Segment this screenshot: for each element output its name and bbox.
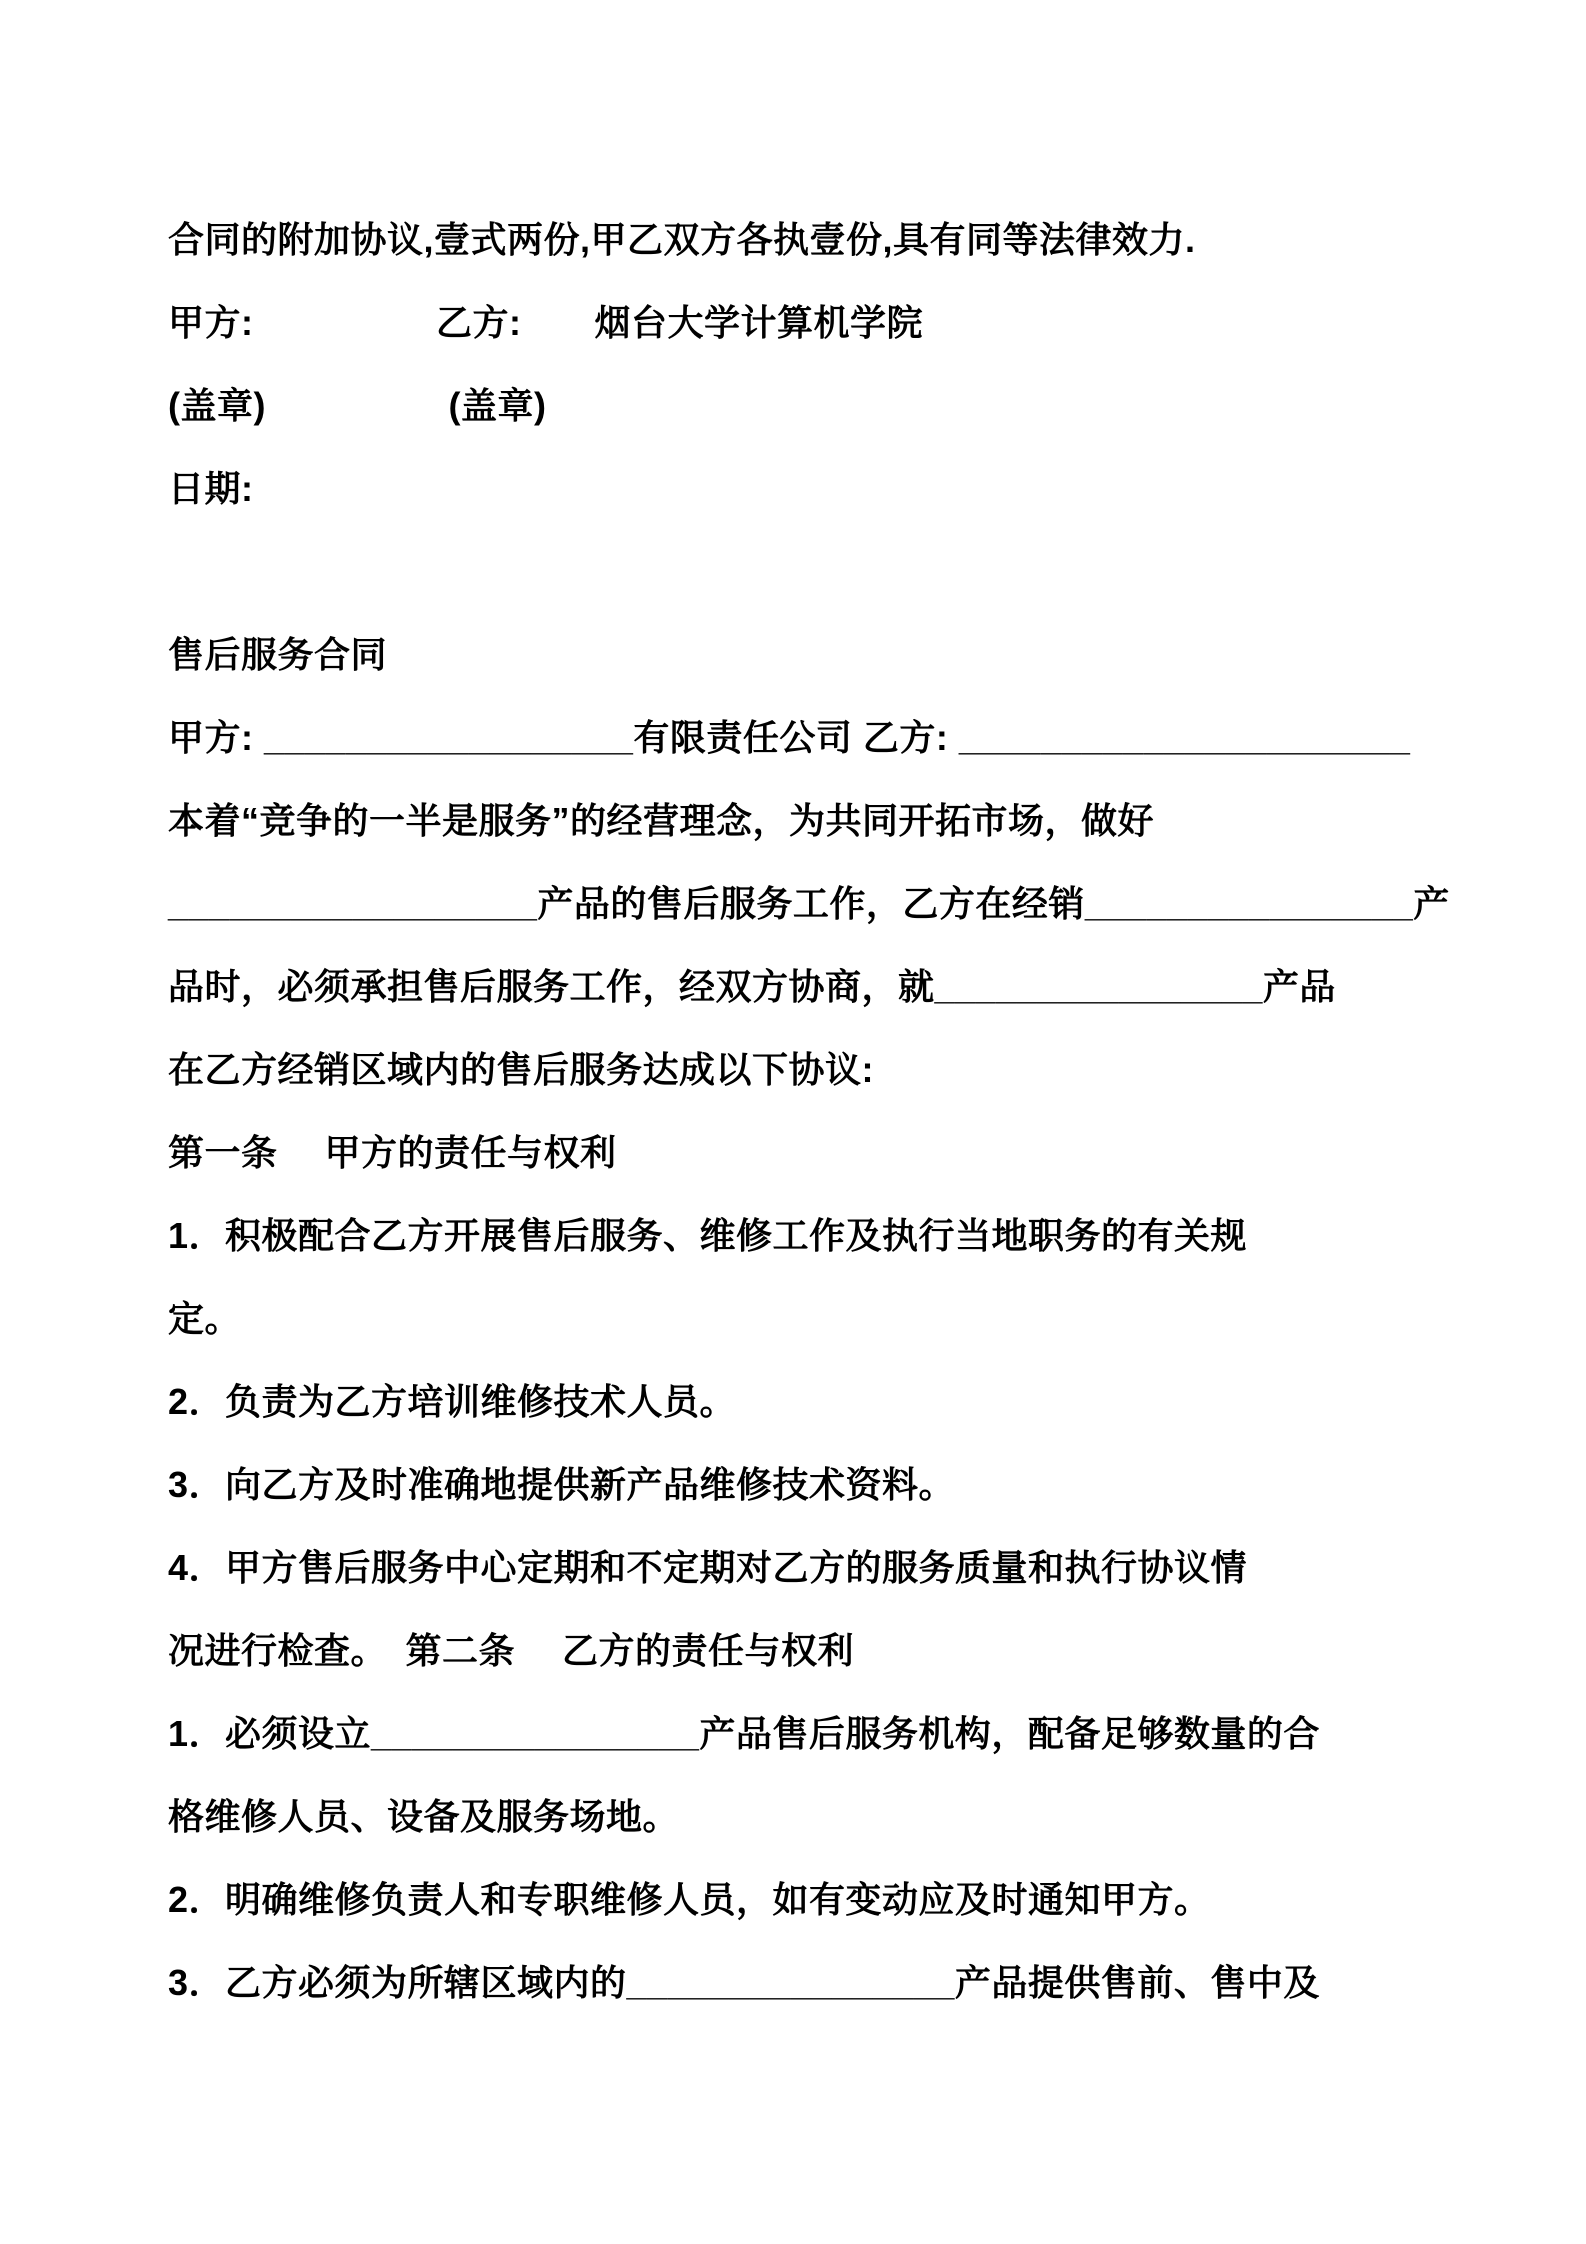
text-line: 4．甲方售后服务中心定期和不定期对乙方的服务质量和执行协议情 bbox=[168, 1547, 1248, 1588]
document-lines bbox=[168, 198, 1466, 2024]
text-line: 本着“竞争的一半是服务”的经营理念，为共同开拓市场，做好 bbox=[168, 800, 1155, 841]
text-line: __________________产品的售后服务工作，乙方在经销________________产 bbox=[168, 883, 1450, 924]
text-line: 况进行检查。 第二条 乙方的责任与权利 bbox=[168, 1630, 855, 1671]
text-line: 3．乙方必须为所辖区域内的________________产品提供售前、售中及 bbox=[168, 1962, 1320, 2003]
text-line: 定。 bbox=[168, 1298, 242, 1339]
text-line: 第一条 甲方的责任与权利 bbox=[168, 1132, 617, 1173]
text-line: 2．负责为乙方培训维修技术人员。 bbox=[168, 1381, 737, 1422]
text-line: (盖章) (盖章) bbox=[168, 385, 547, 426]
text-line: 在乙方经销区域内的售后服务达成以下协议: bbox=[168, 1049, 874, 1090]
text-line: 甲方: 乙方: 烟台大学计算机学院 bbox=[168, 302, 923, 343]
text-line: 格维修人员、设备及服务场地。 bbox=[168, 1796, 680, 1837]
text-line: 甲方: __________________有限责任公司 乙方: ______________________ bbox=[168, 717, 1411, 758]
text-line: 合同的附加协议,壹式两份,甲乙双方各执壹份,具有同等法律效力. bbox=[168, 219, 1196, 260]
blank-line bbox=[168, 530, 1466, 613]
text-line: 品时，必须承担售后服务工作，经双方协商，就________________产品 bbox=[168, 966, 1336, 1007]
text-line: 2．明确维修负责人和专职维修人员，如有变动应及时通知甲方。 bbox=[168, 1879, 1211, 1920]
text-line: 1．积极配合乙方开展售后服务、维修工作及执行当地职务的有关规 bbox=[168, 1215, 1248, 1256]
text-line: 3．向乙方及时准确地提供新产品维修技术资料。 bbox=[168, 1464, 956, 1505]
text-line: 日期: bbox=[168, 468, 254, 509]
text-line: 售后服务合同 bbox=[168, 634, 388, 675]
text-line: 1．必须设立________________产品售后服务机构，配备足够数量的合 bbox=[168, 1713, 1320, 1754]
